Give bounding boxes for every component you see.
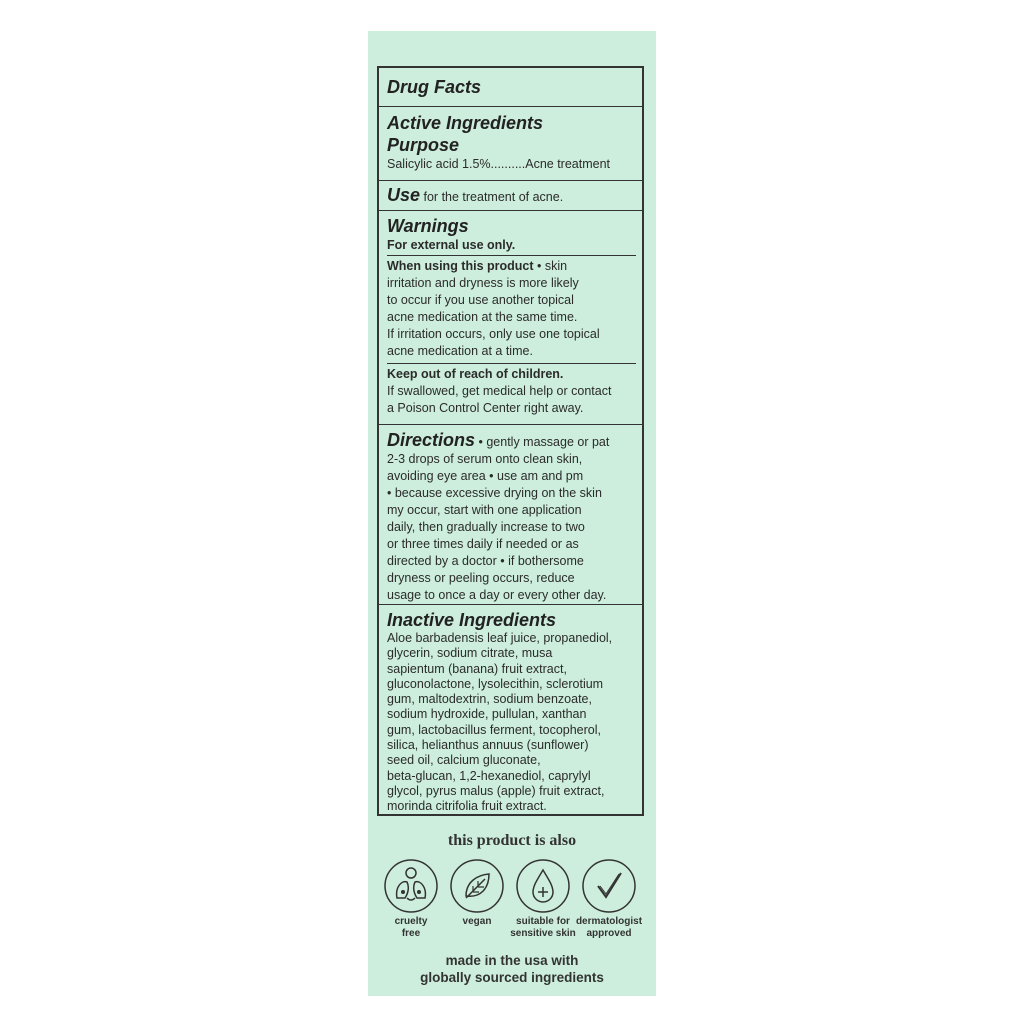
when-using-text — [387, 258, 636, 360]
directions-heading: Directions — [387, 430, 476, 450]
badge-label-sensitive-skin: suitable for sensitive skin — [510, 916, 576, 939]
badge-cruelty-free — [376, 858, 446, 940]
badge-dermatologist-approved — [574, 858, 644, 940]
made-in-usa-text: made in the usa with globally sourced ingredients — [420, 953, 604, 985]
drug-facts-header — [379, 68, 642, 106]
keep-out-of-reach-text: Keep out of reach of children. — [387, 367, 564, 381]
use-text: for the treatment of acne. — [420, 190, 564, 204]
active-ingredient-row: Salicylic acid 1.5%..........Acne treatment — [387, 157, 611, 171]
directions-text-first: • gently massage or pat — [475, 435, 610, 449]
badge-label-cruelty-free: cruelty free — [394, 916, 428, 939]
badge-label-dermatologist-approved: dermatologist approved — [575, 916, 643, 939]
badge-label-vegan: vegan — [462, 916, 492, 927]
checkmark-icon — [581, 858, 637, 914]
use-heading: Use — [387, 185, 421, 205]
warnings-divider-1 — [387, 255, 636, 256]
purpose-heading: Purpose — [387, 135, 460, 155]
bunny-icon — [383, 858, 439, 914]
product-is-also-title: this product is also — [447, 832, 577, 849]
inactive-ingredients-heading: Inactive Ingredients — [387, 610, 557, 630]
label-panel — [368, 31, 656, 996]
when-using-lead: When using this product — [387, 259, 534, 273]
directions-text: 2-3 drops of serum onto clean skin, avoiding eye area • use am and pm • because excessive drying on the skin my occur, start with one application daily, then gradually increase to two or three times daily if needed or as directed by a doctor • if bothersome dryness or peeling occurs, reduce usage to once a day or every other day. — [387, 452, 607, 602]
active-ingredients-heading: Active Ingredients — [387, 113, 544, 133]
warnings-heading: Warnings — [387, 216, 469, 236]
drop-plus-icon — [515, 858, 571, 914]
badge-vegan — [442, 858, 512, 928]
if-swallowed-text: If swallowed, get medical help or contact a Poison Control Center right away. — [387, 384, 612, 415]
external-use-text: For external use only. — [387, 238, 516, 252]
badge-sensitive-skin — [508, 858, 578, 940]
warnings-section — [379, 210, 642, 425]
badge-row — [376, 858, 648, 948]
warnings-divider-2 — [387, 363, 636, 364]
drug-facts-title: Drug Facts — [387, 77, 482, 97]
leaf-icon — [449, 858, 505, 914]
directions-section — [379, 424, 642, 605]
when-using-body: • skin irritation and dryness is more likely to occur if you use another topical acne medication at the same time. If irritation occurs, only use one topical acne medication at a time. — [387, 259, 600, 358]
inactive-ingredients-text: Aloe barbadensis leaf juice, propanediol, glycerin, sodium citrate, musa sapientum (banana) fruit extract, gluconolactone, lysolecithin, sclerotium gum, maltodextrin, sodium benzoate, sodium hydroxide, pullulan, xanthan gum, lactobacillus ferment, tocopherol, silica, helianthus annuus (sunflower) seed oil, calcium gluconate, beta-glucan, 1,2-hexanediol, caprylyl glycol, pyrus malus (apple) fruit extract, morinda citrifolia fruit extract. — [387, 631, 613, 814]
active-ingredients-section — [379, 106, 642, 181]
inactive-ingredients-section — [379, 604, 642, 817]
use-section — [379, 180, 642, 211]
drug-facts-box — [377, 66, 644, 816]
